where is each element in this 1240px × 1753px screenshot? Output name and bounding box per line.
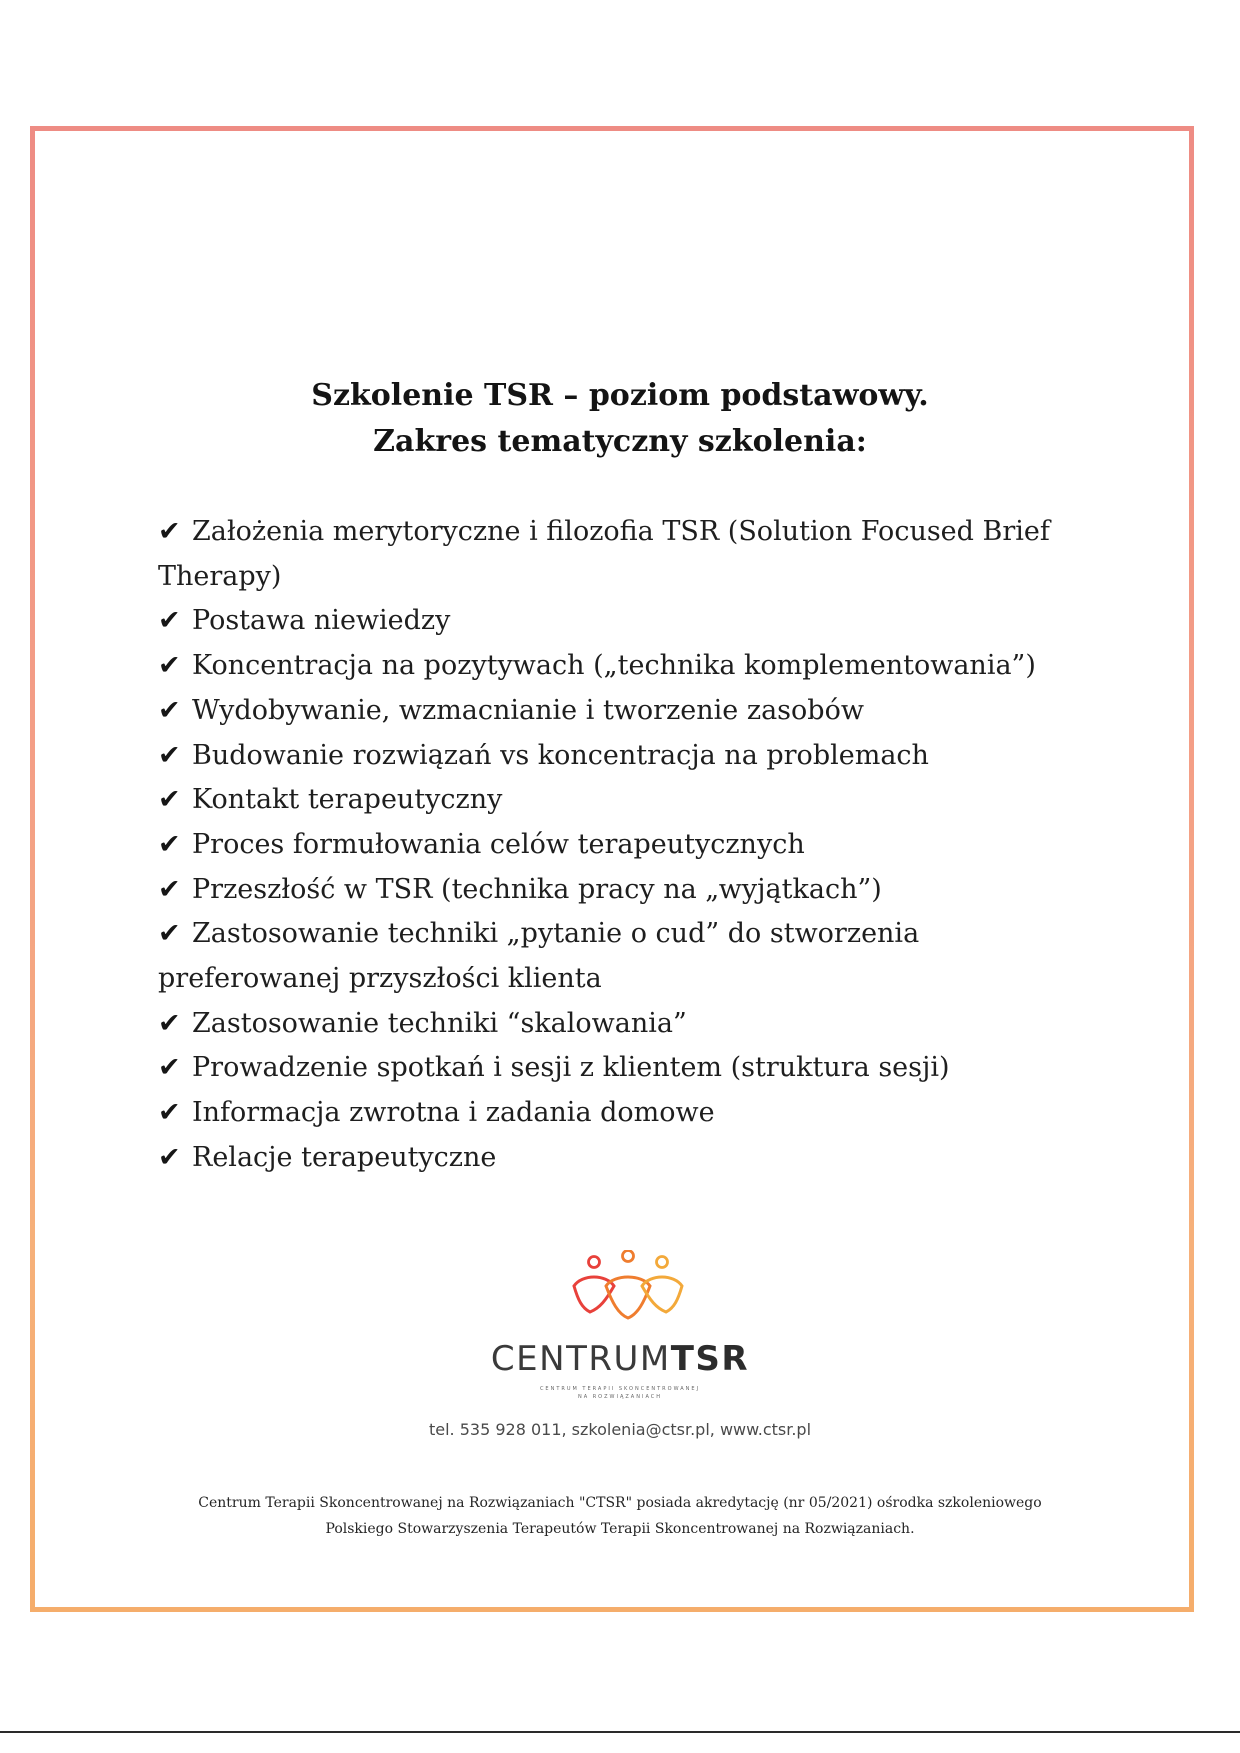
list-item bbox=[158, 912, 1098, 1001]
list-item bbox=[158, 1046, 1098, 1091]
list-item bbox=[158, 1091, 1098, 1136]
accreditation-line-2: Polskiego Stowarzyszenia Terapeutów Terapii Skoncentrowanej na Rozwiązaniach. bbox=[325, 1521, 915, 1537]
checkmark-icon: ✔ bbox=[158, 516, 181, 547]
checkmark-icon: ✔ bbox=[158, 1007, 181, 1039]
topic-text: Relacje terapeutyczne bbox=[192, 1141, 497, 1173]
checkmark-icon: ✔ bbox=[158, 873, 181, 905]
page-title bbox=[0, 373, 1240, 465]
logo-head-left bbox=[589, 1257, 600, 1268]
topic-text: Proces formułowania celów terapeutycznych bbox=[192, 828, 805, 860]
checkmark-icon: ✔ bbox=[158, 694, 181, 726]
brand-name-light: CENTRUM bbox=[490, 1339, 671, 1379]
topic-text: Prowadzenie spotkań i sesji z klientem (struktura sesji) bbox=[192, 1052, 950, 1084]
brand-tagline-line-2: NA ROZWIĄZANIACH bbox=[577, 1394, 663, 1400]
brand-name-bold: TSR bbox=[670, 1339, 750, 1379]
list-item bbox=[158, 599, 1098, 644]
checkmark-icon: ✔ bbox=[158, 828, 181, 860]
topic-text: Kontakt terapeutyczny bbox=[192, 784, 503, 816]
topic-text: Koncentracja na pozytywach („technika komplementowania”) bbox=[192, 650, 1036, 682]
list-item bbox=[158, 778, 1098, 823]
topic-text: Wydobywanie, wzmacnianie i tworzenie zasobów bbox=[192, 694, 864, 726]
logo-head-right bbox=[657, 1257, 668, 1268]
list-item bbox=[158, 823, 1098, 868]
topic-text: Budowanie rozwiązań vs koncentracja na problemach bbox=[192, 739, 929, 771]
checkmark-icon: ✔ bbox=[158, 918, 181, 950]
logo-head-middle bbox=[623, 1251, 634, 1262]
accreditation-line-1: Centrum Terapii Skoncentrowanej na Rozwiązaniach "CTSR" posiada akredytację (nr 05/2021) ośrodka szkoleniowego bbox=[198, 1495, 1042, 1511]
checkmark-icon: ✔ bbox=[158, 1141, 181, 1173]
brand-tagline bbox=[0, 1385, 1240, 1401]
title-line-2: Zakres tematyczny szkolenia: bbox=[373, 424, 867, 459]
topic-text: Zastosowanie techniki “skalowania” bbox=[192, 1007, 687, 1039]
accreditation-note bbox=[100, 1490, 1140, 1542]
list-item bbox=[158, 1002, 1098, 1047]
brand-tagline-line-1: CENTRUM TERAPII SKONCENTROWANEJ bbox=[539, 1386, 701, 1392]
list-item bbox=[158, 510, 1098, 599]
topic-text: Informacja zwrotna i zadania domowe bbox=[192, 1097, 715, 1129]
list-item bbox=[158, 734, 1098, 779]
list-item bbox=[158, 868, 1098, 913]
ctsr-logo-icon bbox=[560, 1250, 696, 1326]
checkmark-icon: ✔ bbox=[158, 739, 181, 771]
contact-info: tel. 535 928 011, szkolenia@ctsr.pl, www.ctsr.pl bbox=[428, 1420, 812, 1439]
checkmark-icon: ✔ bbox=[158, 1052, 181, 1084]
title-line-1: Szkolenie TSR – poziom podstawowy. bbox=[311, 378, 929, 413]
topic-text: Postawa niewiedzy bbox=[192, 605, 451, 637]
list-item bbox=[158, 644, 1098, 689]
list-item bbox=[158, 689, 1098, 734]
topic-text: Zastosowanie techniki „pytanie o cud” do stworzenia preferowanej przyszłości klienta bbox=[158, 918, 920, 995]
scan-edge-line bbox=[0, 1731, 1240, 1733]
topic-text: Założenia merytoryczne i filozofia TSR (Solution Focused Brief Therapy) bbox=[158, 516, 1050, 592]
list-item bbox=[158, 1136, 1098, 1181]
brand-name bbox=[0, 1337, 1240, 1381]
checkmark-icon: ✔ bbox=[158, 605, 181, 637]
topic-text: Przeszłość w TSR (technika pracy na „wyjątkach”) bbox=[192, 873, 882, 905]
checkmark-icon: ✔ bbox=[158, 650, 181, 682]
checkmark-icon: ✔ bbox=[158, 784, 181, 816]
topics-list bbox=[158, 510, 1098, 1181]
checkmark-icon: ✔ bbox=[158, 1097, 181, 1129]
